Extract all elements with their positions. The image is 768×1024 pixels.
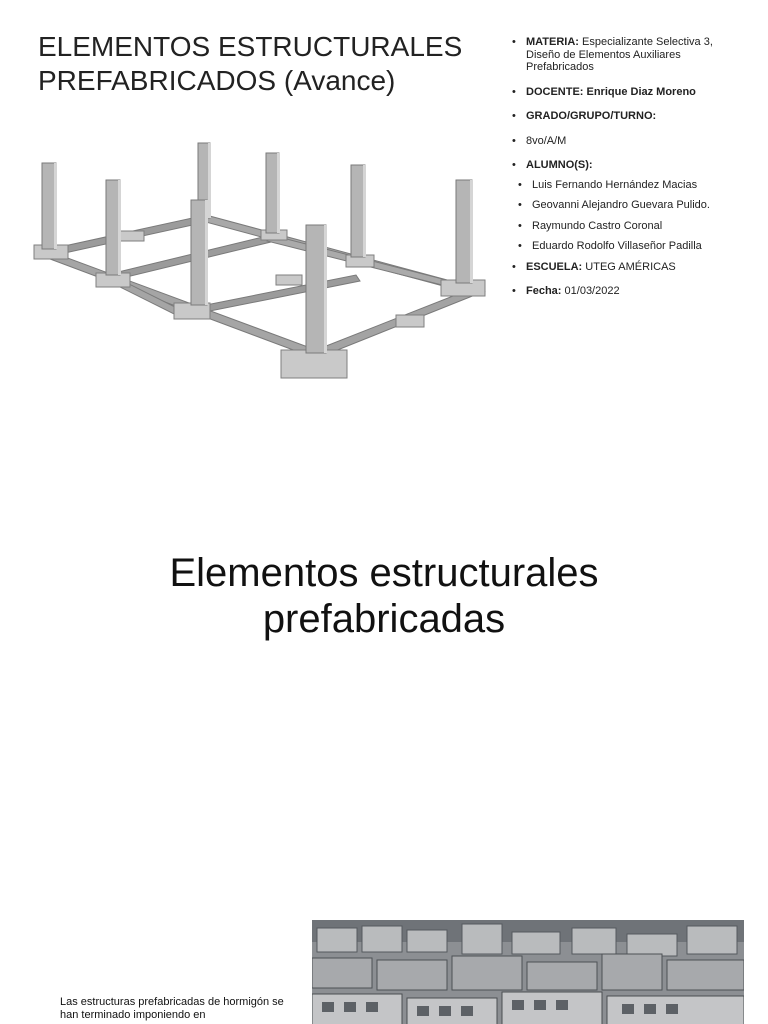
- list-item: • Geovanni Alejandro Guevara Pulido.: [516, 199, 750, 212]
- students-list: [516, 179, 750, 253]
- info-docente: [510, 86, 750, 99]
- grado-value: 8vo/A/M: [526, 134, 567, 147]
- slide-content: [0, 900, 768, 1024]
- escuela-label: ESCUELA:: [526, 260, 583, 273]
- materia-value: Especializante Selectiva 3, Diseño de Elementos Auxiliares Prefabricados: [526, 36, 713, 73]
- fecha-label: Fecha:: [526, 285, 562, 297]
- page-title: ELEMENTOS ESTRUCTURALES PREFABRICADOS (Avance): [38, 31, 463, 96]
- escuela-value: UTEG AMÉRICAS: [585, 260, 676, 273]
- slide-section-title: [0, 400, 768, 900]
- alumnos-label: ALUMNO(S):: [526, 159, 593, 171]
- section-title-line2: prefabricadas: [262, 597, 506, 641]
- grado-label: GRADO/GRUPO/TURNO:: [526, 110, 657, 122]
- fecha-value: 01/03/2022: [564, 285, 620, 297]
- info-materia: [510, 36, 750, 74]
- info-grado: [510, 110, 750, 123]
- list-item: • Eduardo Rodolfo Villaseñor Padilla: [516, 240, 750, 253]
- list-item: • Raymundo Castro Coronal: [516, 220, 750, 233]
- list-item: • Luis Fernando Hernández Macias: [516, 179, 750, 192]
- section-title-line1: Elementos estructurales: [169, 551, 599, 595]
- concrete-blocks-photo-icon: [312, 920, 744, 1024]
- materia-label: MATERIA:: [526, 36, 579, 48]
- precast-frame-icon: [26, 135, 496, 385]
- slide-cover: [0, 0, 768, 400]
- project-info-list: [510, 36, 750, 310]
- section-title: [0, 550, 768, 642]
- docente-label: DOCENTE: Enrique Diaz Moreno: [526, 85, 696, 98]
- info-fecha: [510, 285, 750, 298]
- body-text: Las estructuras prefabricadas de hormigón se han terminado imponiendo en: [60, 996, 284, 1021]
- info-alumnos: [510, 159, 750, 172]
- info-grado-value: [510, 135, 750, 148]
- info-escuela: [510, 261, 750, 274]
